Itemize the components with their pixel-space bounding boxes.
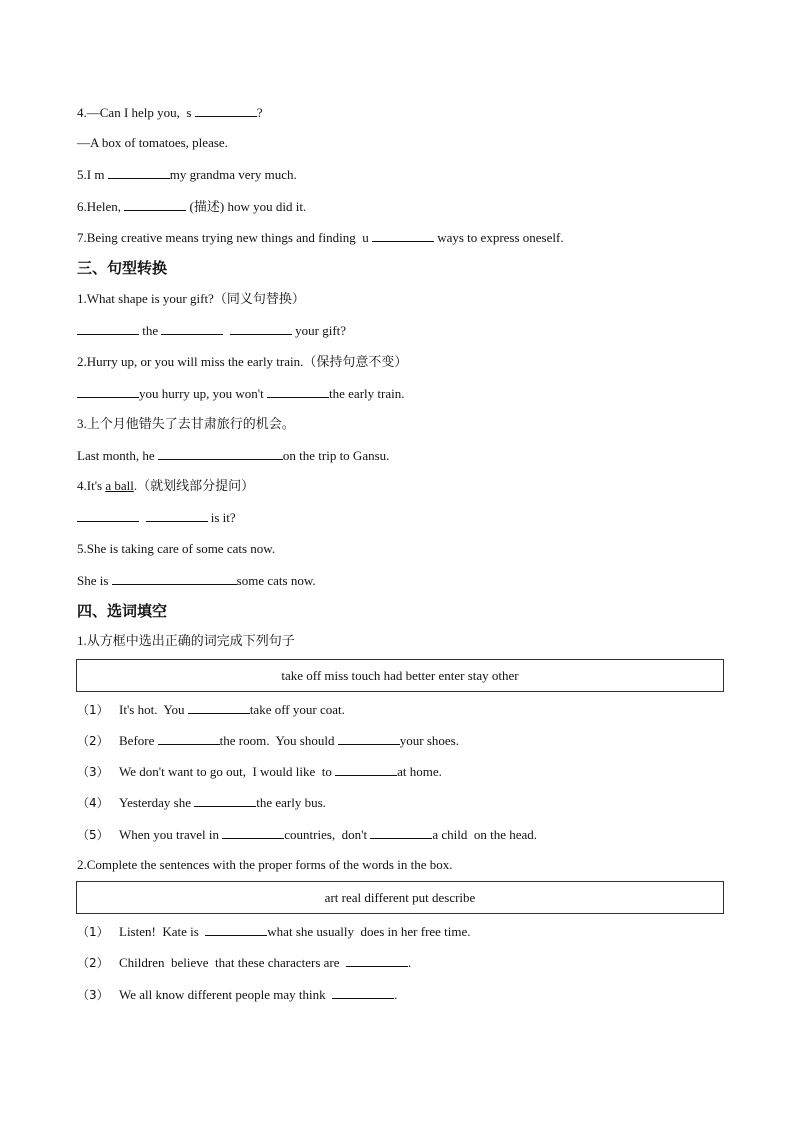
item-number: （4） (77, 796, 109, 810)
question-text: my grandma very much. (169, 167, 297, 182)
answer-blank[interactable] (161, 322, 223, 335)
task2-item-1 (77, 923, 471, 940)
underlined-phrase: a ball (105, 478, 134, 493)
item-text: your shoes. (399, 733, 459, 748)
answer-blank[interactable] (158, 732, 220, 745)
task2-title: 2.Complete the sentences with the proper forms of the words in the box. (77, 857, 453, 872)
answer-blank[interactable] (338, 732, 400, 745)
question-text: (描述) how you did it. (186, 199, 307, 214)
question-text: ? (256, 105, 263, 120)
answer-blank[interactable] (372, 229, 434, 242)
item-text: a child on the head. (432, 827, 538, 842)
answer-blank[interactable] (77, 322, 139, 335)
question-4b: —A box of tomatoes, please. (77, 135, 228, 150)
answer-blank[interactable] (267, 385, 329, 398)
part3-question-1: 1.What shape is your gift?（同义句替换） (77, 291, 305, 306)
item-number: （1） (77, 703, 109, 717)
answer-blank[interactable] (194, 794, 256, 807)
question-text: .（就划线部分提问） (133, 478, 255, 493)
item-text: the early bus. (256, 795, 326, 810)
part3-answer-4 (77, 509, 236, 526)
part3-question-5: 5.She is taking care of some cats now. (77, 541, 276, 556)
question-text: 4.—Can I help you, s (77, 105, 195, 120)
answer-blank[interactable] (158, 447, 283, 460)
item-number: （2） (77, 956, 109, 970)
question-6 (77, 198, 306, 215)
answer-text: you hurry up, you won't (139, 386, 268, 401)
item-text: . (394, 987, 398, 1002)
part3-question-3: 3.上个月他错失了去甘肃旅行的机会。 (77, 416, 295, 431)
question-text: 6.Helen, (77, 199, 125, 214)
answer-blank[interactable] (77, 509, 139, 522)
answer-text: Last month, he (77, 448, 158, 463)
item-text: take off your coat. (249, 702, 345, 717)
task2-item-3 (77, 986, 397, 1003)
item-text: We all know different people may think (119, 987, 333, 1002)
item-text: We don't want to go out, I would like to (119, 764, 336, 779)
section-heading-sentence-transform: 三、句型转换 (77, 259, 168, 277)
item-text: Children believe that these characters are (119, 955, 347, 970)
answer-blank[interactable] (335, 763, 397, 776)
question-text: 4.It's (77, 478, 106, 493)
item-text: When you travel in (119, 827, 223, 842)
answer-text: on the trip to Gansu. (282, 448, 390, 463)
item-number: （3） (77, 765, 109, 779)
task2-item-2 (77, 954, 411, 971)
section-heading-word-choice: 四、选词填空 (77, 602, 168, 620)
answer-blank[interactable] (222, 826, 284, 839)
task1-item-4 (77, 794, 326, 811)
answer-blank[interactable] (108, 166, 170, 179)
answer-blank[interactable] (124, 198, 186, 211)
part3-question-4 (77, 478, 254, 494)
question-4a (77, 104, 263, 121)
part3-answer-2 (77, 385, 404, 402)
task1-item-2 (77, 732, 459, 749)
word-box-2: art real different put describe (76, 881, 724, 914)
question-7 (77, 229, 564, 246)
item-number: （2） (77, 734, 109, 748)
item-text: Yesterday she (119, 795, 195, 810)
answer-blank[interactable] (195, 104, 257, 117)
answer-blank[interactable] (230, 322, 292, 335)
part3-answer-1 (77, 322, 346, 339)
part3-question-2: 2.Hurry up, or you will miss the early train.（保持句意不变） (77, 354, 408, 369)
part3-answer-3 (77, 447, 389, 464)
answer-blank[interactable] (370, 826, 432, 839)
item-text: what she usually does in her free time. (267, 924, 471, 939)
item-number: （5） (77, 828, 109, 842)
item-text: the room. You should (219, 733, 338, 748)
item-text: . (408, 955, 412, 970)
answer-blank[interactable] (332, 986, 394, 999)
part3-answer-5 (77, 572, 316, 589)
answer-text: She is (77, 573, 112, 588)
question-text: ways to express oneself. (433, 230, 564, 245)
answer-blank[interactable] (112, 572, 237, 585)
word-box-1: take off miss touch had better enter stay other (76, 659, 724, 692)
task1-title: 1.从方框中选出正确的词完成下列句子 (77, 633, 295, 648)
answer-text: some cats now. (236, 573, 316, 588)
question-text: 7.Being creative means trying new things and finding u (77, 230, 372, 245)
answer-blank[interactable] (346, 954, 408, 967)
question-text: 5.I m (77, 167, 108, 182)
task1-item-5 (77, 826, 537, 843)
answer-blank[interactable] (188, 701, 250, 714)
item-text: It's hot. You (119, 702, 188, 717)
answer-text: is it? (207, 510, 236, 525)
question-5 (77, 166, 297, 183)
item-text: at home. (397, 764, 442, 779)
item-text: Before (119, 733, 158, 748)
task1-item-1 (77, 701, 345, 718)
task1-item-3 (77, 763, 442, 780)
item-text: countries, don't (284, 827, 371, 842)
answer-text: the (139, 323, 162, 338)
answer-blank[interactable] (205, 923, 267, 936)
item-number: （3） (77, 988, 109, 1002)
answer-blank[interactable] (77, 385, 139, 398)
answer-text: the early train. (329, 386, 405, 401)
answer-blank[interactable] (146, 509, 208, 522)
item-number: （1） (77, 925, 109, 939)
answer-text: your gift? (291, 323, 347, 338)
item-text: Listen! Kate is (119, 924, 206, 939)
